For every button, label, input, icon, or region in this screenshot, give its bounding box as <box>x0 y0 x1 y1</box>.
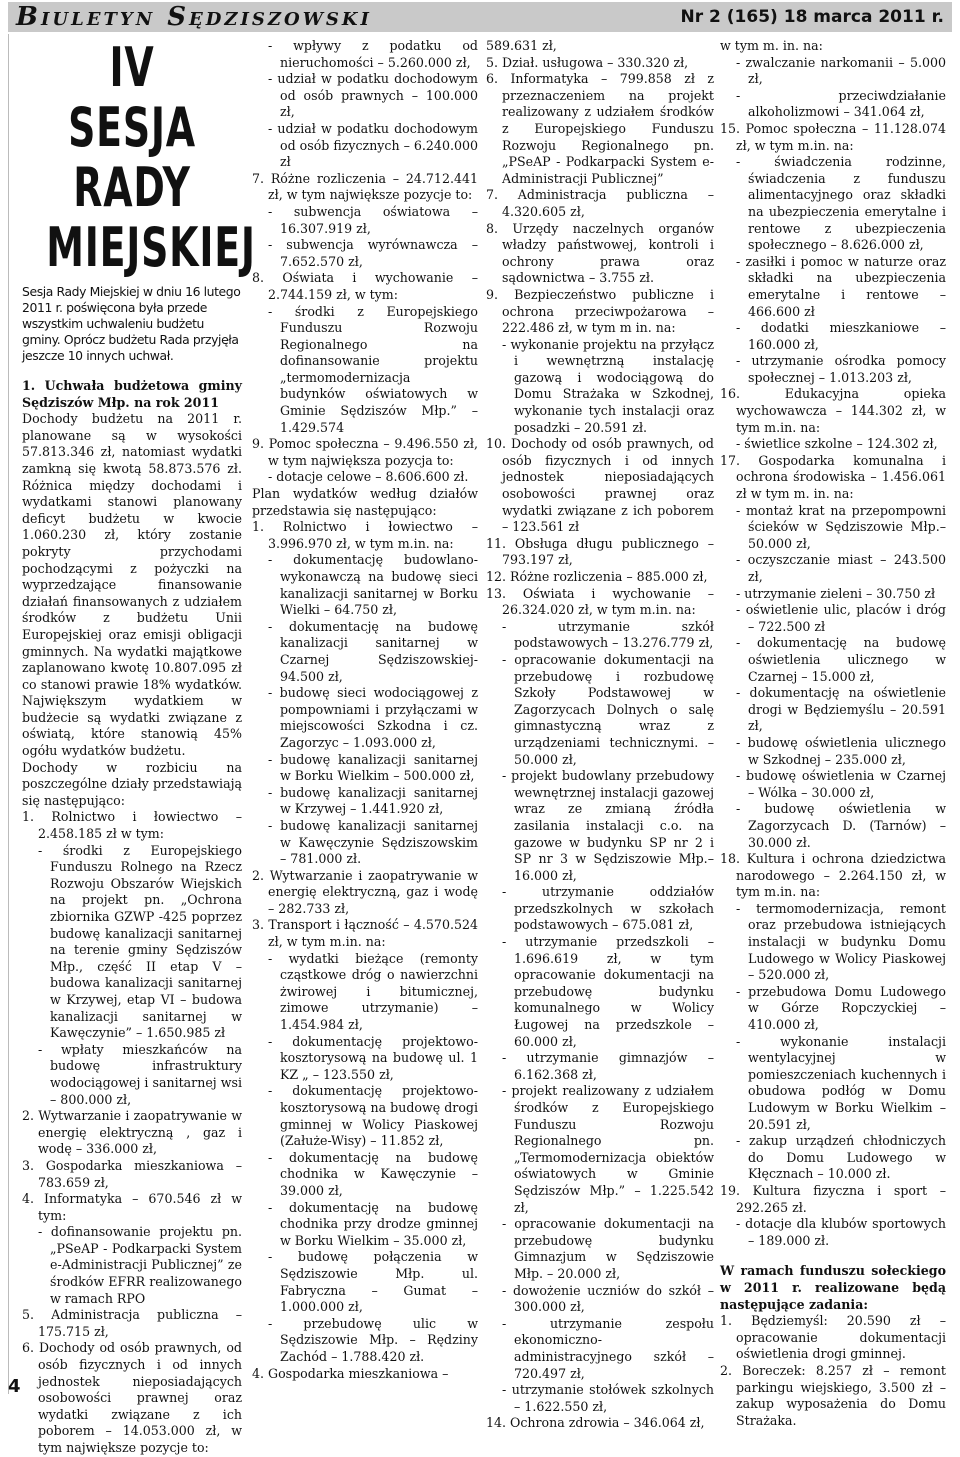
col4-paragraph: - zwalczanie narkomanii – 5.000 zł, <box>736 54 946 87</box>
col1-paragraph: 6. Dochody od osób prawnych, od osób fizycznych i od innych jednostek nieposiadających osobowości prawnej oraz wydatki związane z ich poborem – 14.053.000 zł, w tym największe pozycje to: <box>22 1340 242 1455</box>
col4-paragraph: - utrzymanie zieleni – 30.750 zł <box>736 585 936 601</box>
col2-paragraph: - budowę sieci wodociągowej z pompowniami i przyłączami w miejscowości Szkodna i cz. Zagorzyc – 1.093.000 zł, <box>268 685 478 750</box>
col2-paragraph: 8. Oświata i wychowanie – 2.744.159 zł, w tym: <box>252 270 478 302</box>
col3-paragraph: - utrzymanie przedszkoli – 1.696.619 zł, w tym opracowanie dokumentacji na przebudowę budynku komunalnego w Wolicy Ługowej na przedszkole – 60.000 zł, <box>502 934 714 1049</box>
col1-paragraph: 5. Administracja publiczna – 175.715 zł, <box>22 1307 242 1339</box>
col3-paragraph: - projekt realizowany z udziałem środków z Europejskiego Funduszu Rozwoju Regionalnego pn. „Termomodernizacja obiektów oświatowych w Gminie Sędziszów Młp.” – 1.225.542 zł, <box>502 1083 714 1215</box>
col4-paragraph: 17. Gospodarka komunalna i ochrona środowiska – 1.456.061 zł w tym m. in. na: <box>720 452 946 502</box>
col3-paragraph: - utrzymanie gimnazjów – 6.162.368 zł, <box>502 1050 714 1082</box>
col3-paragraph: 5. Dział. usługowa – 330.320 zł, <box>486 54 689 70</box>
col4-paragraph: - świadczenia rodzinne, świadczenia z funduszu alimentacyjnego oraz składki na ubezpieczenia emerytalne i rentowe z ubezpieczenia społecznego – 8.626.000 zł, <box>736 154 946 253</box>
column-2 <box>252 38 478 1382</box>
side-rule <box>8 34 9 1394</box>
col2-paragraph: 2. Wytwarzanie i zaopatrywanie w energię elektryczną, gaz i wodę – 282.733 zł, <box>252 867 478 916</box>
col1-paragraph: - dofinansowanie projektu pn. „PSeAP - Podkarpacki System e-Administracji Publicznej” ze środków EFRR realizowanego w ramach RPO <box>38 1224 242 1306</box>
col4-paragraph: - budowę oświetlenia w Czarnej – Wólka – 30.000 zł, <box>736 768 946 800</box>
col3-paragraph: - wykonanie projektu na przyłącz i wewnętrzną instalację gazową i wodociągową do Domu Strażaka w Szkodnej, wykonanie tych instalacji oraz posadzki – 20.591 zł. <box>502 336 714 435</box>
col3-paragraph: - utrzymanie stołówek szkolnych – 1.622.550 zł, <box>502 1382 714 1414</box>
col3-paragraph: - opracowanie dokumentacji na przebudowę i rozbudowę Szkoły Podstawowej w Zagorzycach Dolnych o salę gimnastyczną wraz z urządzeniami technicznymi. – 50.000 zł, <box>502 651 714 767</box>
col3-paragraph: 11. Obsługa długu publicznego – 793.197 zł, <box>486 535 714 568</box>
col2-paragraph: - przebudowę ulic w Sędziszowie Młp. – Rędziny Zachód – 1.788.420 zł. <box>268 1315 478 1364</box>
col4-paragraph: 2. Boreczek: 8.257 zł – remont parkingu wiejskiego, 3.500 zł – zakup wyposażenia do Domu Strażaka. <box>720 1362 946 1428</box>
col1-paragraph: - środki z Europejskiego Funduszu Rolnego na Rzecz Rozwoju Obszarów Wiejskich na projekt pn. „Ochrona zbiornika GZWP -425 poprzez budowę kanalizacji sanitarnej na terenie gminy Sędziszów Młp., część II etap V – budowa kanalizacji sanitarnej w Krzywej, etap VI – budowa kanalizacji sanitarnej w Kawęczynie” – 1.650.985 zł <box>38 842 242 1041</box>
col4-paragraph: - oświetlenie ulic, placów i dróg – 722.500 zł <box>736 602 946 634</box>
masthead <box>0 0 960 34</box>
col1-paragraph: 1. Rolnictwo i łowiectwo – 2.458.185 zł w tym: <box>22 809 242 842</box>
col4-paragraph: - przeciwdziałanie alkoholizmowi – 341.064 zł, <box>736 87 946 120</box>
col4-paragraph: - dokumentację na budowę oświetlenia ulicznego w Czarnej – 15.000 zł, <box>736 635 946 684</box>
publication-title: Biuletyn Sędziszowski <box>16 2 372 32</box>
col3-paragraph: - opracowanie dokumentacji na przebudowę budynku Gimnazjum w Sędziszowie Młp. – 20.000 zł, <box>502 1216 714 1281</box>
col2-paragraph: - wydatki bieżące (remonty cząstkowe dróg o nawierzchni żwirowej i bitumicznej, zimowe utrzymanie) – 1.454.984 zł, <box>268 950 478 1033</box>
col3-paragraph: 9. Bezpieczeństwo publiczne i ochrona przeciwpożarowa – 222.486 zł, w tym m in. na: <box>486 286 714 336</box>
col1-paragraph: 3. Gospodarka mieszkaniowa – 783.659 zł, <box>22 1157 242 1190</box>
col2-paragraph: - udział w podatku dochodowym od osób prawnych – 100.000 zł, <box>268 71 478 120</box>
col4-paragraph: - zasiłki i pomoc w naturze oraz składki na ubezpieczenia emerytalne i rentowe – 466.600 zł <box>736 253 946 319</box>
col2-paragraph: - subwencja wyrównawcza – 7.652.570 zł, <box>268 237 478 269</box>
col3-paragraph: 13. Oświata i wychowanie – 26.324.020 zł, w tym m.in. na: <box>486 585 714 618</box>
col3-paragraph: - dowożenie uczniów do szkół – 300.000 zł, <box>502 1282 714 1315</box>
col4-paragraph: w tym m. in. na: <box>720 38 823 53</box>
col3-paragraph: 6. Informatyka – 799.858 zł z przeznaczeniem na projekt realizowany z udziałem środków z Europejskiego Funduszu Rozwoju Regionalnego pn. „PSeAP - Podkarpacki System e-Administracji Publicznej” <box>486 71 714 186</box>
col2-paragraph: - dokumentację na budowę chodnika przy drodze gminnej w Borku Wielkim – 35.000 zł, <box>268 1199 478 1248</box>
col2-paragraph: - subwencja oświatowa – 16.307.919 zł, <box>268 203 478 236</box>
col2-paragraph: - dotacje celowe – 8.606.600 zł. <box>268 469 469 485</box>
col1-paragraph: - wpłaty mieszkańców na budowę infrastruktury wodociągowej i sanitarnej wsi – 800.000 zł, <box>38 1041 242 1107</box>
col4-paragraph: W ramach funduszu sołeckiego w 2011 r. realizowane będą następujące zadania: <box>720 1263 946 1312</box>
col4-paragraph: 19. Kultura fizyczna i sport – 292.265 zł. <box>720 1182 946 1215</box>
page-number: 4 <box>8 1376 21 1397</box>
col1-paragraph: Dochody w rozbiciu na poszczególne działy przedstawiają się następująco: <box>22 759 242 808</box>
col3-paragraph: - utrzymanie szkół podstawowych – 13.276.779 zł, <box>502 618 714 651</box>
col2-paragraph: 1. Rolnictwo i łowiectwo – 3.996.970 zł, w tym m.in. na: <box>252 519 478 551</box>
col2-paragraph: - dokumentację na budowę chodnika w Kawęczynie – 39.000 zł, <box>268 1149 478 1198</box>
col2-paragraph: 9. Pomoc społeczna – 9.496.550 zł, w tym największa pozycja to: <box>252 436 478 468</box>
column-3 <box>486 38 714 1432</box>
col2-paragraph: - dokumentację budowlano-wykonawczą na budowę sieci kanalizacji sanitarnej w Borku Wielki – 64.750 zł, <box>268 552 478 618</box>
col3-paragraph: 589.631 zł, <box>486 38 557 53</box>
col2-paragraph: 3. Transport i łączność – 4.570.524 zł, w tym m.in. na: <box>252 917 478 950</box>
col4-paragraph: - budowę oświetlenia ulicznego w Szkodnej – 235.000 zł, <box>736 734 946 767</box>
col2-paragraph: Plan wydatków według działów przedstawia się następująco: <box>252 486 478 518</box>
col4-paragraph: - przebudowa Domu Ludowego w Górze Ropczyckiej – 410.000 zł, <box>736 983 946 1033</box>
col3-paragraph: 7. Administracja publiczna – 4.320.605 zł, <box>486 187 714 219</box>
article-headline: IV SESJA RADY MIEJSKIEJ <box>46 36 256 279</box>
col3-paragraph: - utrzymanie zespołu ekonomiczno-administracyjnego szkół – 720.497 zł, <box>502 1315 714 1381</box>
col2-paragraph: - budowę kanalizacji sanitarnej w Krzywej – 1.441.920 zł, <box>268 784 478 817</box>
col4-paragraph: 1. Będziemyśl: 20.590 zł – opracowanie dokumentacji oświetlenia drogi gminnej. <box>720 1313 946 1362</box>
issue-info: Nr 2 (165) 18 marca 2011 r. <box>680 7 944 27</box>
col3-paragraph: 14. Ochrona zdrowia – 346.064 zł, <box>486 1415 705 1431</box>
col4-paragraph: - montaż krat na przepompowni ścieków w Sędziszowie Młp.– 50.000 zł, <box>736 502 946 551</box>
column-4 <box>720 38 946 1429</box>
col1-paragraph: 1. Uchwała budżetowa gminy Sędziszów Młp. na rok 2011 <box>22 378 242 410</box>
col2-paragraph: - dokumentację projektowo-kosztorysową na budowę ul. 1 KZ „ – 123.550 zł, <box>268 1033 478 1082</box>
col4-paragraph: 15. Pomoc społeczna – 11.128.074 zł, w tym m.in. na: <box>720 120 946 153</box>
col2-paragraph: - budowę połączenia w Sędziszowie Młp. ul. Fabryczna – Gumat – 1.000.000 zł, <box>268 1249 478 1315</box>
col2-paragraph: - dokumentację projektowo-kosztorysową na budowę drogi gminnej w Wolicy Piaskowej (Załuże-Wisy) – 11.852 zł, <box>268 1083 478 1149</box>
col2-paragraph: - wpływy z podatku od nieruchomości – 5.260.000 zł, <box>268 38 478 70</box>
col4-paragraph: - świetlice szkolne – 124.302 zł, <box>736 436 938 452</box>
col3-paragraph: 12. Różne rozliczenia – 885.000 zł, <box>486 569 708 584</box>
col3-paragraph: 10. Dochody od osób prawnych, od osób fizycznych i od innych jednostek nieposiadających osobowości prawnej oraz wydatki związane z ich poborem – 123.561 zł <box>486 436 714 535</box>
col4-paragraph: - budowę oświetlenia w Zagorzycach D. (Tarnów) – 30.000 zł. <box>736 801 946 850</box>
col1-paragraph: 4. Informatyka – 670.546 zł w tym: <box>22 1191 242 1223</box>
col2-paragraph: - budowę kanalizacji sanitarnej w Borku Wielkim – 500.000 zł, <box>268 751 478 784</box>
col3-paragraph: - utrzymanie oddziałów przedszkolnych w szkołach podstawowych – 675.081 zł, <box>502 884 714 933</box>
col1-paragraph: 2. Wytwarzanie i zaopatrywanie w energię elektryczną , gaz i wodę – 336.000 zł, <box>22 1108 242 1157</box>
col1-paragraph: Dochody budżetu na 2011 r. planowane są w wysokości 57.813.346 zł, natomiast wydatki zamkną się kwotą 58.873.576 zł. Różnica między dochodami i wydatkami stanowi planowany deficyt budżetu w kwocie 1.060.230 zł, który zostanie pokryty przychodami pochodzącymi z pożyczki na wyprzedzające finansowanie działań finansowanych z udziałem środków z budżetu Unii Europejskiej oraz emisji obligacji gminnych. Na wydatki majątkowe zaplanowano kwotę 10.807.095 zł co stanowi prawie 18% wydatków. Największym wydatkiem w budżecie są wydatki związane z oświatą, które stanowią 45% ogółu wydatków budżetu. <box>22 411 242 759</box>
col2-paragraph: 7. Różne rozliczenia – 24.712.441 zł, w tym największe pozycje to: <box>252 170 478 203</box>
col4-paragraph: - dotacje dla klubów sportowych – 189.000 zł. <box>736 1216 946 1248</box>
col4-paragraph: - termomodernizacja, remont oraz przebudowa istniejących instalacji w budynku Domu Ludowego w Wolicy Piaskowej – 520.000 zł, <box>736 900 946 983</box>
col2-paragraph: 4. Gospodarka mieszkaniowa – <box>252 1365 449 1381</box>
col4-paragraph: - dokumentację na oświetlenie drogi w Będziemyślu – 20.591 zł, <box>736 685 946 734</box>
col2-paragraph: - środki z Europejskiego Funduszu Rozwoju Regionalnego na dofinansowanie projektu „termomodernizacja budynków oświatowych w Gminie Sędziszów Młp.” – 1.429.574 <box>268 303 478 435</box>
column-1 <box>22 36 256 1457</box>
col3-paragraph: - projekt budowlany przebudowy wewnętrznej instalacji gazowej wraz ze zmianą źródła zasilania instalacji c.o. na gazowe w budynku SP nr 2 i SP nr 3 w Sędziszowie Młp.– 16.000 zł, <box>502 768 714 883</box>
col4-paragraph: - oczyszczanie miast – 243.500 zł, <box>736 552 946 584</box>
col4-paragraph: - wykonanie instalacji wentylacyjnej w pomieszczeniach kuchennych i obudowa podłóg w Domu Ludowym w Borku Wielkim – 20.591 zł, <box>736 1033 946 1132</box>
col4-paragraph: - dodatki mieszkaniowe – 160.000 zł, <box>736 320 946 352</box>
col4-paragraph: 16. Edukacyjna opieka wychowawcza – 144.302 zł, w tym m.in. na: <box>720 386 946 435</box>
col4-paragraph: - utrzymanie ośrodka pomocy społecznej – 1.013.203 zł, <box>736 353 946 385</box>
article-lead: Sesja Rady Miejskiej w dniu 16 lutego 2011 r. poświęcona była przede wszystkim uchwaleniu budżetu gminy. Oprócz budżetu Rada przyjęła jeszcze 10 innych uchwał. <box>22 284 241 363</box>
col3-paragraph: 8. Urzędy naczelnych organów władzy państwowej, kontroli i ochrony prawa oraz sądownictwa – 3.755 zł. <box>486 220 714 286</box>
col2-paragraph: - udział w podatku dochodowym od osób fizycznych – 6.240.000 zł <box>268 120 478 170</box>
col2-paragraph: - dokumentację na budowę kanalizacji sanitarnej w Czarnej Sędziszowskiej- 94.500 zł, <box>268 618 478 684</box>
col4-paragraph: 18. Kultura i ochrona dziedzictwa narodowego – 2.264.150 zł, w tym m.in. na: <box>720 851 946 900</box>
col4-paragraph: - zakup urządzeń chłodniczych do Domu Ludowego w Kłęcznach – 10.000 zł. <box>736 1133 946 1182</box>
col2-paragraph: - budowę kanalizacji sanitarnej w Kawęczynie Sędziszowskim – 781.000 zł. <box>268 817 478 867</box>
